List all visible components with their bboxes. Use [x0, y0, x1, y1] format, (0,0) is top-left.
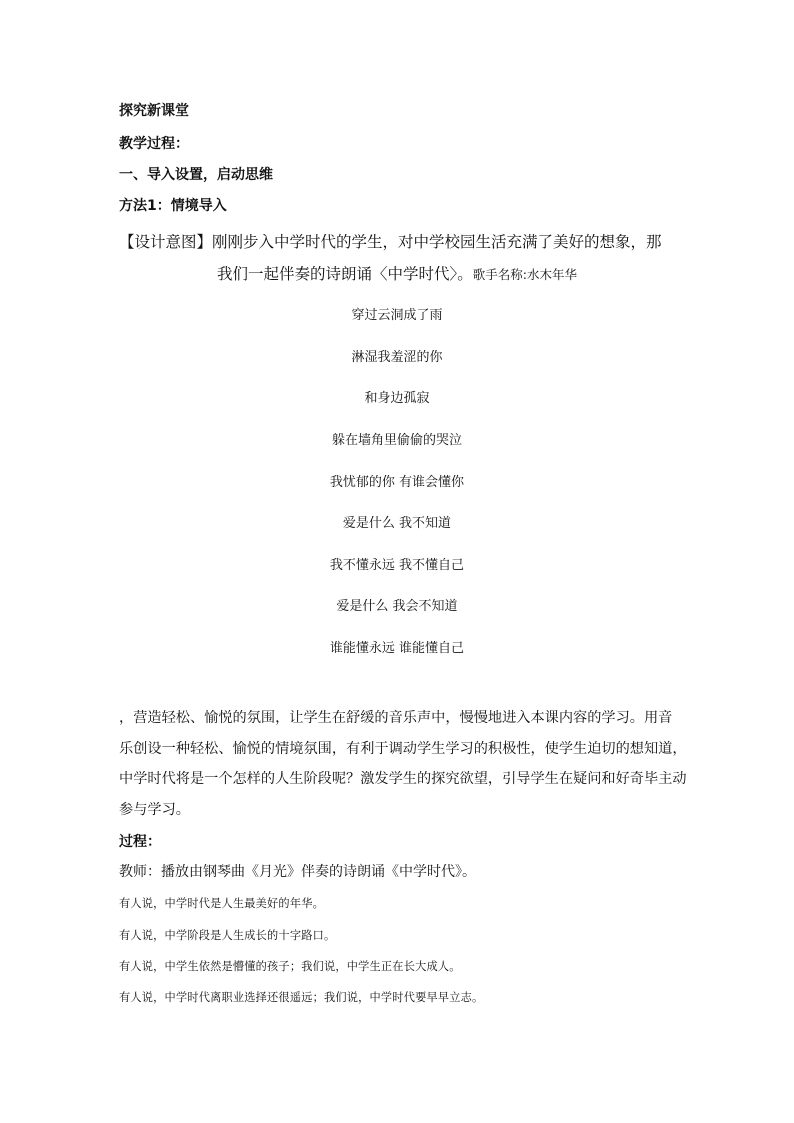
lyric-line: 我忧郁的你 有谁会懂你 — [329, 475, 465, 490]
quote-line: 有人说，中学时代是人生最美好的年华。 — [119, 897, 324, 910]
part1-heading: 一、导入设置，启动思维 — [119, 167, 273, 183]
lyric-line: 爱是什么 我会不知道 — [336, 599, 458, 614]
body-paragraph-line: ，营造轻松、愉悦的氛围，让学生在舒缓的音乐声中，慢慢地进入本课内容的学习。用音 — [119, 710, 673, 726]
design-intent-line1: 【设计意图】刚刚步入中学时代的学生，对中学校园生活充满了美好的想象，那 — [119, 233, 662, 251]
lyric-line: 谁能懂永远 谁能懂自己 — [329, 641, 465, 656]
design-intent-line2 — [0, 264, 794, 285]
singer-name: 歌手名称:水木年华 — [472, 267, 577, 282]
method-heading: 方法1：情境导入 — [119, 198, 227, 214]
lyric-line: 躲在墙角里偷偷的哭泣 — [331, 433, 462, 448]
section-heading: 探究新课堂 — [119, 103, 189, 119]
quote-line: 有人说，中学时代离职业选择还很遥远；我们说，中学时代要早早立志。 — [119, 991, 484, 1004]
lyric-line: 穿过云洞成了雨 — [351, 308, 443, 323]
body-paragraph-line: 中学时代将是一个怎样的人生阶段呢？激发学生的探究欲望，引导学生在疑问和好奇毕主动 — [119, 771, 687, 787]
teacher-line: 教师：播放由钢琴曲《月光》伴奏的诗朗诵《中学时代》。 — [119, 864, 476, 880]
process-heading: 教学过程： — [119, 136, 189, 152]
body-paragraph-line: 乐创设一种轻松、愉悦的情境氛围，有利于调动学生学习的积极性，使学生迫切的想知道， — [119, 741, 687, 757]
guocheng-heading: 过程： — [119, 834, 161, 850]
lyric-line: 爱是什么 我不知道 — [342, 516, 452, 531]
quote-line: 有人说，中学阶段是人生成长的十字路口。 — [119, 929, 336, 942]
body-paragraph-line: 参与学习。 — [119, 802, 190, 818]
design-intent-line2-main: 我们一起伴奏的诗朗诵〈中学时代〉。 — [217, 265, 473, 283]
lyric-line: 淋湿我羞涩的你 — [351, 350, 443, 365]
lyric-line: 和身边孤寂 — [364, 391, 430, 406]
lyric-line: 我不懂永远 我不懂自己 — [329, 558, 465, 573]
quote-line: 有人说，中学生依然是懵懂的孩子；我们说，中学生正在长大成人。 — [119, 960, 461, 973]
